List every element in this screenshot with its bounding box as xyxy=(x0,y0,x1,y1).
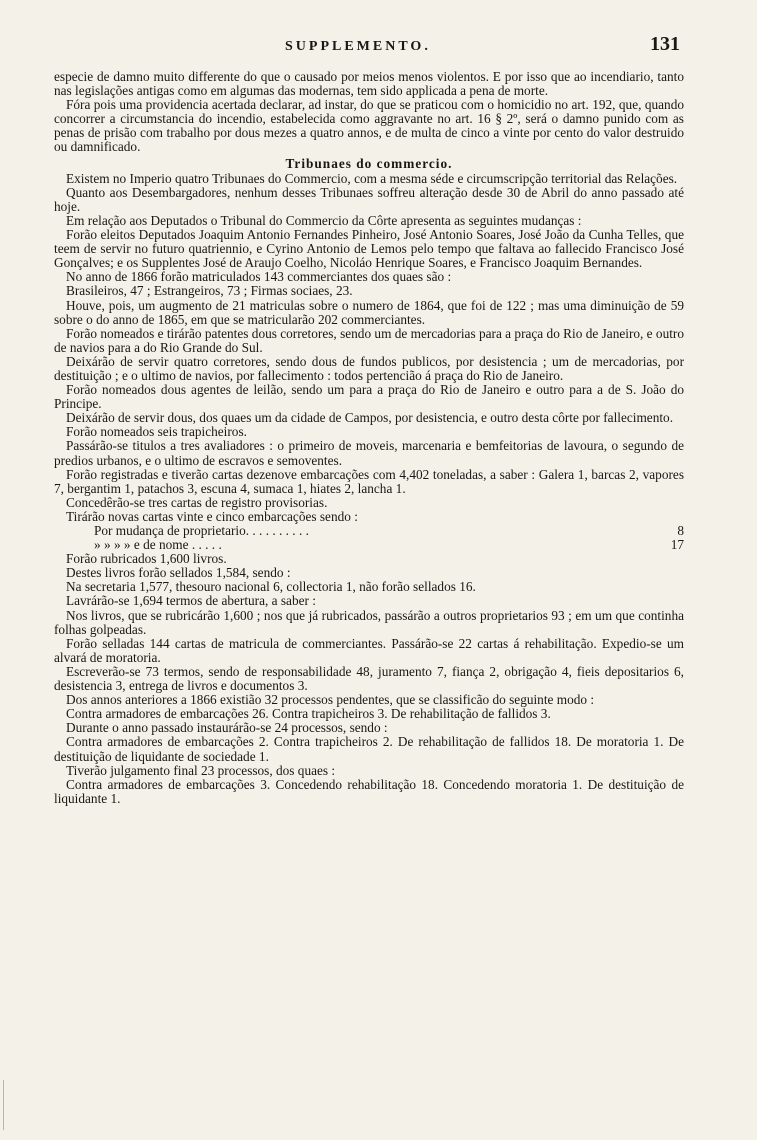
paragraph: Escreverão-se 73 termos, sendo de responsabilidade 48, juramento 7, fiança 2, obrigação 4, fieis depositarios 6, desistencia 3, entrega de livros e documentos 3. xyxy=(54,663,684,694)
paragraph: Passárão-se titulos a tres avaliadores : o primeiro de moveis, marcenaria e bemfeitorias de lavoura, o segundo de predios urbanos, e o ultimo de escravos e semoventes. xyxy=(54,438,684,468)
paragraph: Na secretaria 1,577, thesouro nacional 6, collectoria 1, não forão sellados 16. xyxy=(66,579,476,595)
margin-rule xyxy=(3,1080,4,1130)
paragraph: Deixárão de servir dous, dos quaes um da cidade de Campos, por desistencia, e outro desta côrte por fallecimento. xyxy=(66,410,674,426)
page-header xyxy=(0,0,757,60)
paragraph: No anno de 1866 forão matriculados 143 commerciantes dos quaes são : xyxy=(66,269,452,285)
paragraph: Dos annos anteriores a 1866 existião 32 processos pendentes, que se classificão do seguinte modo : xyxy=(66,692,595,708)
section-heading: Tribunaes do commercio. xyxy=(285,155,453,171)
paragraph: Forão nomeados e tirárão patentes dous corretores, sendo um de mercadorias para a praça do Rio de Janeiro, e outro de navios para a do Rio Grande do Sul. xyxy=(54,325,684,355)
paragraph: Fóra pois uma providencia acertada declarar, ad instar, do que se praticou com o homicidio no art. 192, que, quando concorrer a circumstancia do incendio, estabelecida como aggravante no art. 16 § 2º, será o damno punido com as penas de prisão com trabalho por dous mezes a quatro annos, e de multa de cinco a vinte por cento do valor destruido ou damnificado. xyxy=(54,97,684,155)
paragraph: Tirárão novas cartas vinte e cinco embarcações sendo : xyxy=(66,508,358,524)
paragraph: Em relação aos Deputados o Tribunal do Commercio da Côrte apresenta as seguintes mudanças : xyxy=(66,212,582,228)
paragraph: Concedêrão-se tres cartas de registro provisorias. xyxy=(66,494,328,510)
list-item-value: 17 xyxy=(670,537,684,553)
paragraph: Forão rubricados 1,600 livros. xyxy=(66,551,227,567)
list-item-value: 8 xyxy=(677,523,684,538)
paragraph: Destes livros forão sellados 1,584, sendo : xyxy=(66,565,291,581)
paragraph: Forão eleitos Deputados Joaquim Antonio Fernandes Pinheiro, José Antonio Soares, José João da Cunha Telles, que teem de servir no futuro quatriennio, e Cyrino Antonio de Lemos pelo tempo que faltava ao fallecido Francisco José Gonçalves; e os Supplentes José de Araujo Coelho, Nicoláo Henrique Soares, e Francisco Joaquim Bernandes. xyxy=(54,227,684,271)
page-body xyxy=(54,70,684,806)
paragraph: Forão nomeados dous agentes de leilão, sendo um para a praça do Rio de Janeiro e outro para a de S. João do Principe. xyxy=(54,382,684,412)
paragraph: Contra armadores de embarcações 3. Concedendo rehabilitação 18. Concedendo moratoria 1. De destituição de liquidante 1. xyxy=(54,776,684,806)
paragraph: Forão nomeados seis trapicheiros. xyxy=(66,424,247,440)
paragraph: Brasileiros, 47 ; Estrangeiros, 73 ; Firmas sociaes, 23. xyxy=(66,283,353,299)
paragraph: Houve, pois, um augmento de 21 matriculas sobre o numero de 1864, que foi de 122 ; mas uma diminuição de 59 sobre o do anno de 1865, em que se matricularão 202 commerciantes. xyxy=(54,297,684,327)
running-title: SUPPLEMENTO. xyxy=(285,39,431,54)
list-item xyxy=(54,538,684,552)
paragraph: Forão registradas e tiverão cartas dezenove embarcações com 4,402 toneladas, a saber : Galera 1, barcas 2, vapores 7, bergantim 1, patachos 3, escuna 4, sumaca 1, hiates 2, lancha 1. xyxy=(54,466,684,496)
paragraph: Quanto aos Desembargadores, nenhum desses Tribunaes soffreu alteração desde 30 de Abril do anno passado até hoje. xyxy=(54,184,684,214)
list-item xyxy=(54,524,684,538)
paragraph: Contra armadores de embarcações 2. Contra trapicheiros 2. De rehabilitação de fallidos 18. De moratoria 1. De destituição de liquidante de sociedade 1. xyxy=(54,734,684,764)
paragraph: Deixárão de servir quatro corretores, sendo dous de fundos publicos, por desistencia ; um de mercadorias, por destituição ; e o ultimo de navios, por fallecimento : todos pertencião á praça do Rio de Janeiro. xyxy=(54,353,684,383)
list-item-label: Por mudança de proprietario. . . . . . . . . . xyxy=(94,523,309,538)
paragraph: Lavrárão-se 1,694 termos de abertura, a saber : xyxy=(66,593,316,609)
paragraph: Nos livros, que se rubricárão 1,600 ; nos que já rubricados, passárão a outros proprietarios 93 ; em um que continha folhas golpeadas. xyxy=(54,607,684,637)
paragraph: Tiverão julgamento final 23 processos, dos quaes : xyxy=(66,762,336,778)
paragraph: Existem no Imperio quatro Tribunaes do Commercio, com a mesma séde e circumscripção territorial das Relações. xyxy=(66,170,678,186)
paragraph: Forão selladas 144 cartas de matricula de commerciantes. Passárão-se 22 cartas á rehabilitação. Expedio-se um alvará de moratoria. xyxy=(54,635,684,665)
page-number: 131 xyxy=(650,33,680,55)
paragraph: Durante o anno passado instaurárão-se 24 processos, sendo : xyxy=(66,720,388,736)
paragraph: Contra armadores de embarcações 26. Contra trapicheiros 3. De rehabilitação de fallidos 3. xyxy=(66,706,551,722)
list-item-label: » » » » e de nome . . . . . xyxy=(94,537,222,553)
paragraph: especie de damno muito differente do que o causado por meios menos violentos. E por isso que ao incendiario, tanto nas legislações antigas como em algumas das modernas, tem sido applicada a pena de morte. xyxy=(54,69,684,99)
